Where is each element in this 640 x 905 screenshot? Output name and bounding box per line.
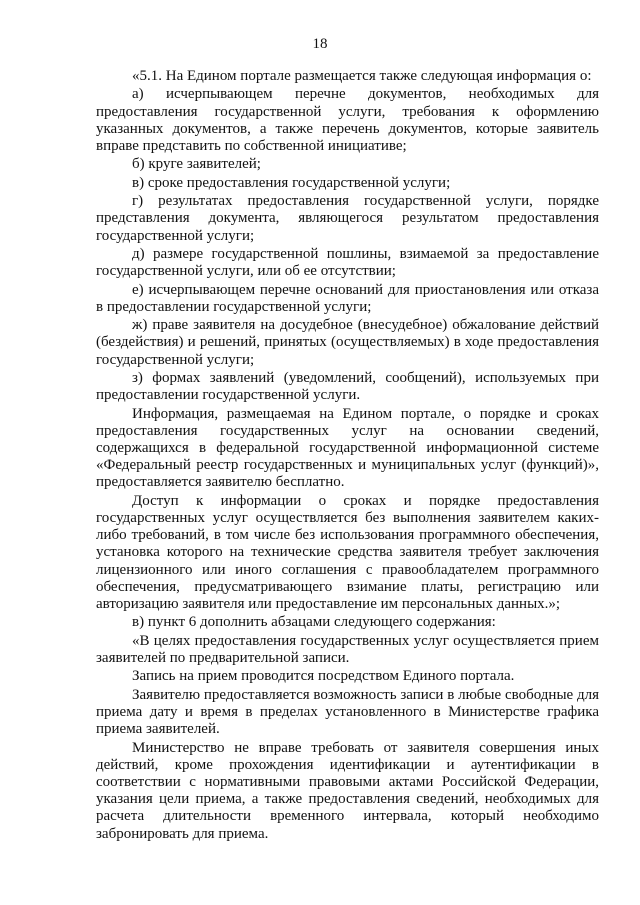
paragraph-item-e: е) исчерпывающем перечне оснований для приостановления или отказа в предоставлении государственной услуги;: [96, 281, 599, 315]
paragraph-amend-6: в) пункт 6 дополнить абзацами следующего содержания:: [132, 614, 496, 631]
paragraph-item-z: з) формах заявлений (уведомлений, сообщений), используемых при предоставлении государственной услуги.: [96, 369, 599, 404]
paragraph-info-free: Информация, размещаемая на Едином портале, о порядке и сроках предоставления государственных услуг на основании сведений, содержащихся в федеральной государственной информационной системе «Федеральный реестр государственных и муниципальных услуг (функций)», предоставляется заявителю бесплатно.: [96, 405, 599, 491]
paragraph-appointment: «В целях предоставления государственных услуг осуществляется прием заявителей по предварительной записи.: [96, 632, 599, 666]
paragraph-item-v: в) сроке предоставления государственной услуги;: [132, 174, 451, 191]
paragraph-item-d: д) размере государственной пошлины, взимаемой за предоставление государственной услуги, или об ее отсутствии;: [96, 245, 599, 280]
paragraph-intro: «5.1. На Едином портале размещается также следующая информация о:: [132, 68, 592, 84]
paragraph-item-b: б) круге заявителей;: [132, 156, 261, 173]
page-number: 18: [312, 36, 328, 52]
document-body: [96, 68, 599, 844]
paragraph-item-g: г) результатах предоставления государственной услуги, порядке представления документа, являющегося результатом предоставления государственной услуги;: [96, 193, 599, 244]
paragraph-free-slots: Заявителю предоставляется возможность записи в любые свободные для приема дату и время в пределах установленного в Министерстве графика приема заявителей.: [96, 686, 599, 738]
paragraph-item-a: а) исчерпывающем перечне документов, необходимых для предоставления государственной услуги, требования к оформлению указанных документов, а также перечень документов, которые заявитель вправе представить по собственной инициативе;: [96, 86, 599, 154]
paragraph-access: Доступ к информации о сроках и порядке предоставления государственных услуг осуществляется без выполнения заявителем каких-либо требований, в том числе без использования программного обеспечения, установка которого на технические средства заявителя требует заключения лицензионного или иного соглашения с правообладателем программного обеспечения, предусматривающего взимание платы, регистрацию или авторизацию заявителя или предоставление им персональных данных.»;: [96, 492, 599, 612]
paragraph-ministry-limits: Министерство не вправе требовать от заявителя совершения иных действий, кроме прохождения идентификации и аутентификации в соответствии с нормативными правовыми актами Российской Федерации, указания цели приема, а также предоставления сведений, необходимых для расчета длительности временного интервала, который необходимо забронировать для приема.: [96, 739, 599, 842]
paragraph-portal-booking: Запись на прием проводится посредством Единого портала.: [132, 668, 515, 685]
paragraph-item-zh: ж) праве заявителя на досудебное (внесудебное) обжалование действий (бездействия) и решений, принятых (осуществляемых) в ходе предоставления государственной услуги;: [96, 317, 599, 368]
